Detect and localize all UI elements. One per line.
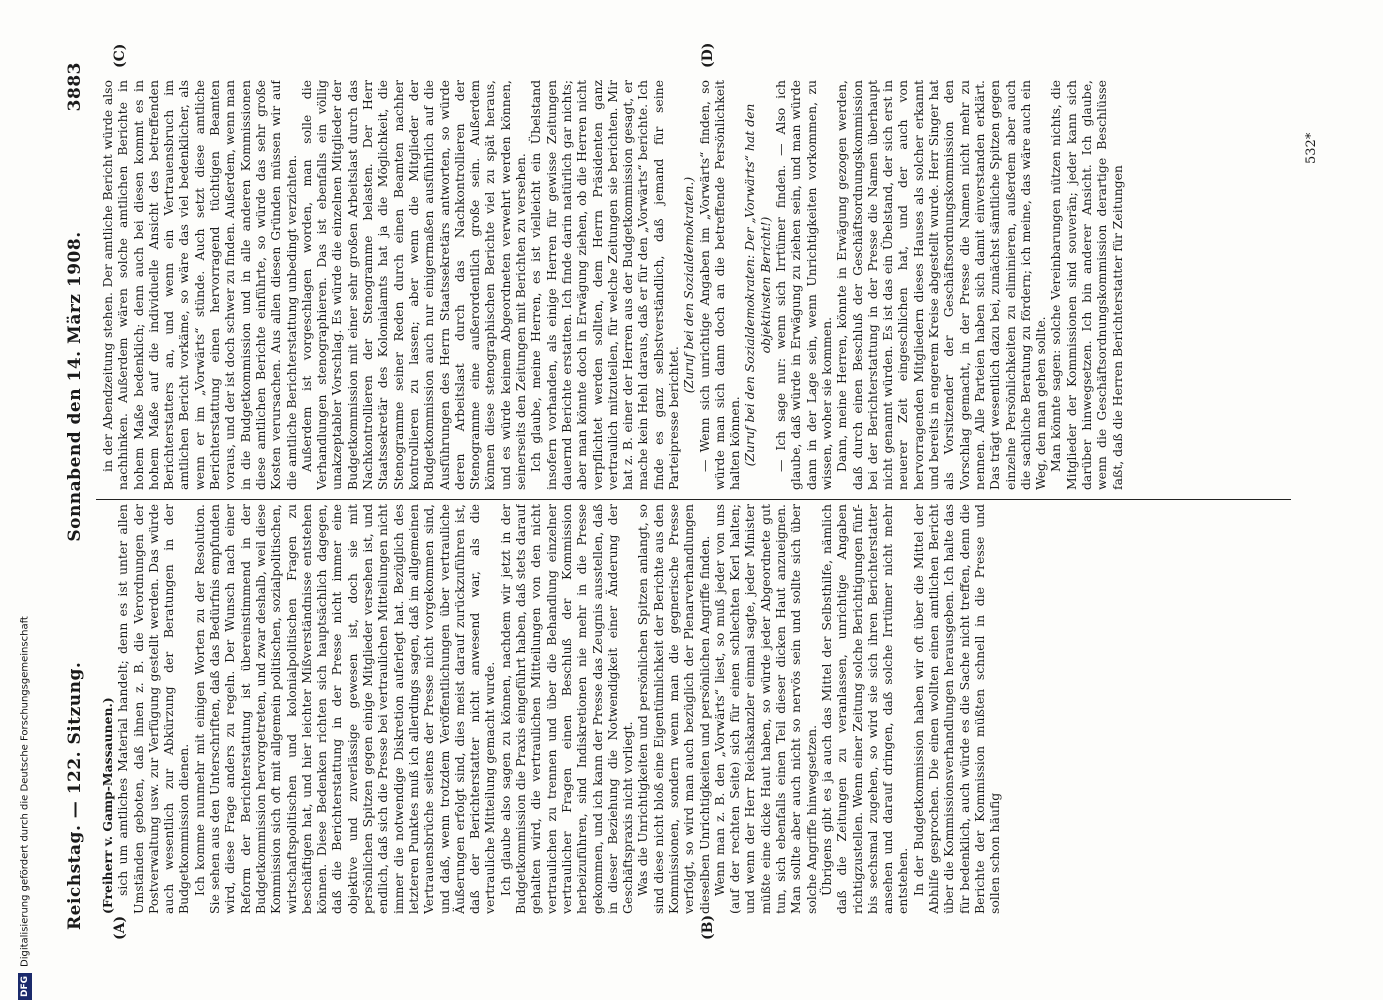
right_column-paragraph xyxy=(299,80,528,490)
right_column-paragraph xyxy=(773,80,834,490)
left_column-paragraph xyxy=(635,504,711,914)
paragraph-text: In der Budgetkommission haben wir oft über die Mittel der Abhilfe gesprochen. Die einen wollten einen amtlichen Bericht über die Kommissionsverhandlungen herausgeben. Ich halte das für bedenklich, auch würde es die Sache nicht treffen, denn die Berichte der Kommission müßten schnell in die Presse und sollen schon häufig xyxy=(910,504,1003,914)
left_column-paragraph xyxy=(819,504,911,914)
paragraph-text: (Zuruf bei den Sozialdemokraten.) xyxy=(681,176,697,394)
left_column-paragraph xyxy=(712,504,819,914)
paragraph-text: (Zuruf bei den Sozialdemokraten: Der „Vorwärts“ hat den objektivsten Bericht!) xyxy=(742,103,773,467)
right_column-paragraph xyxy=(697,80,743,490)
page-header xyxy=(58,62,92,930)
left_column-paragraph xyxy=(100,504,115,914)
margin-marker-c: (C) xyxy=(112,43,128,68)
paragraph-text: sich um amtliches Material handelt; denn es ist unter allen Umständen geboten, daß ihnen z. B. die Verordnungen der Postverwaltung usw. zur Verfügung gestellt werden. Das würde auch wesentlich zur Abkürzung der Beratungen in der Budgetkommission dienen. xyxy=(115,504,192,914)
paragraph-text: Ich glaube also sagen zu können, nachdem wir jetzt in der Budgetkommission die Praxis eingeführt haben, daß stets darauf gehalten wird, die vertraulichen Mitteilungen von den nicht vertraulichen zu trennen und über die Behandlung einzelner vertraulicher Fragen einen Beschluß der Kommission herbeizuführen, sind Indiskretionen nie mehr in die Presse gekommen, und ich kann der Presse das Zeugnis ausstellen, daß in dieser Beziehung die Notwendigkeit einer Änderung der Geschäftspraxis nicht vorliegt. xyxy=(497,504,636,914)
paragraph-text: — Wenn sich unrichtige Angaben im „Vorwärts“ finden, so würde man sich dann doch an die betreffende Persönlichkeit halten können. xyxy=(696,80,743,490)
right_column-paragraph xyxy=(742,80,773,490)
margin-marker-d: (D) xyxy=(700,42,716,68)
paragraph-text: Ich komme nunmehr mit einigen Worten zu der Resolution. Sie sehen aus den Unterschriften, daß das Bedürfnis empfunden wird, diese Frage anders zu regeln. Der Wunsch nach einer Reform der Berichterstattung ist übereinstimmend in der Budgetkommission hervorgetreten, und zwar deshalb, weil diese Kommission sich oft mit allgemein politischen, sozialpolitischen, wirtschaftspolitischen und kolonialpolitischen Fragen zu beschäftigen hat, und hier leichter Mißverständnisse entstehen können. Diese Bedenken richten sich hauptsächlich dagegen, daß die Berichterstattung in der Presse nicht immer eine objektive und zuverlässige gewesen ist, doch sie mit persönlichen Spitzen gegen einige Mitglieder versehen ist, und endlich, daß sich die Presse bei vertraulichen Mitteilungen nicht immer die notwendige Diskretion auferlegt hat. Bezüglich des letzteren Punktes muß ich allerdings sagen, daß im allgemeinen Vertrauensbrüche seitens der Presse nicht vorgekommen sind, und daß, wenn trotzdem Veröffentlichungen über vertrauliche Äußerungen erfolgt sind, dies meist darauf zurückzuführen ist, daß der Berichterstatter nicht anwesend war, als die vertrauliche Mitteilung gemacht wurde. xyxy=(191,504,498,914)
right_column-paragraph xyxy=(681,80,696,490)
margin-marker-b: (B) xyxy=(700,914,716,940)
paragraph-text: Außerdem ist vorgeschlagen worden, man solle die Verhandlungen stenographieren. Das ist ebenfalls ein völlig unakzeptabler Vorschlag. Es würde die einzelnen Mitglieder der Budgetkommission mit einer sehr großen Arbeitslast durch das Nachkontrollieren der Stenogramme belasten. Der Herr Staatssekretär des Kolonialamts hat ja die Möglichkeit, die Stenogramme seiner Reden durch einen Beamten nachher kontrollieren zu lassen; aber wenn die Mitglieder der Budgetkommission auch nur einigermaßen ausführlich auf die Ausführungen des Herrn Staatssekretärs antworten, so würde deren Arbeitslast durch das Nachkontrollieren der Stenogramme eine außerordentlich große sein. Außerdem können diese stenographischen Berichte viel zu spät heraus, und es würde keinem Abgeordneten verwehrt werden können, seinerseits den Zeitungen mit Berichten zu versehen. xyxy=(298,80,529,490)
header-left: Reichstag. — 122. Sitzung. xyxy=(65,661,85,930)
left_column-paragraph xyxy=(911,504,1003,914)
paragraph-text: Man könnte sagen: solche Vereinbarungen nützen nichts, die Mitglieder der Kommissionen sind souverän; jeder kann sich darüber hinwegsetzen. Ich bin anderer Ansicht. Ich glaube, wenn die Geschäftsordnungskommission derartige Beschlüsse faßt, daß die Herren Berichterstatter für Zeitungen xyxy=(1048,80,1125,490)
paragraph-text: Ich glaube, meine Herren, es ist vielleicht ein Übelstand insofern vorhanden, als einige Herren für gewisse Zeitungen dauernd Berichte erstatten. Ich finde darin natürlich gar nichts; aber man könnte doch in Erwägung ziehen, ob die Herren nicht verpflichtet werden sollten, dem Herrn Präsidenten ganz vertraulich mitzuteilen, für welche Zeitungen sie berichten. Mir hat z. B. einer der Herren aus der Budgetkommission gesagt, er mache kein Hehl daraus, daß er für den „Vorwärts“ berichte. Ich finde es ganz selbstverständlich, daß jemand für seine Parteipresse berichtet. xyxy=(528,80,681,490)
header-date: Sonnabend den 14. März 1908. xyxy=(65,231,85,542)
paragraph-text: Was die Unrichtigkeiten und persönlichen Spitzen anlangt, so sind diese nicht bloß eine Eigentümlichkeit der Berichte aus den Kommissionen, sondern wenn man die gegnerische Presse verfolgt, so wird man auch bezüglich der Plenarverhandlungen dieselben Unrichtigkeiten und persönlichen Angriffe finden. xyxy=(635,504,712,914)
left_column-paragraph xyxy=(192,504,498,914)
page-number: 3883 xyxy=(65,62,85,112)
paragraph-text: Übrigens gibt es ja auch das Mittel der Selbsthilfe, nämlich daß die Zeitungen zu veranlassen, unrichtige Angaben richtigzustellen. Wenn einer Zeitung solche Berichtigungen fünf- bis sechsmal zugehen, so wird sie sich ihren Berichterstatter ansehen und darauf dringen, daß solche Irrtümer nicht mehr entstehen. xyxy=(818,504,911,914)
left_column-paragraph xyxy=(115,504,191,914)
left-column xyxy=(100,504,1290,914)
left_column-paragraph xyxy=(498,504,636,914)
signature-mark: 532* xyxy=(1304,132,1319,164)
right_column-paragraph xyxy=(100,80,299,490)
column-divider xyxy=(96,499,1291,500)
margin-marker-a: (A) xyxy=(112,915,128,940)
paragraph-text: Wenn man z. B. den „Vorwärts“ liest, so muß jeder von uns (auf der rechten Seite) sich für einen schlechten Kerl halten; und wenn der Herr Reichskanzler einmal sagte, jeder Minister müßte eine dicke Haut haben, so würde jeder Abgeordnete gut tun, sich ebenfalls einen Teil dieser dicken Haut anzueignen. Man sollte aber auch nicht so nervös sein und sollte sich über solche Angriffe hinwegsetzen. xyxy=(711,504,819,914)
paragraph-text: — Ich sage nur: wenn sich Irrtümer finden. — Also ich glaube, daß würde in Erwägung zu ziehen sein, und man würde dann in der Lage sein, wenn Unrichtigkeiten vorkommen, zu wissen, woher sie kommen. xyxy=(773,80,834,490)
paragraph-text: Dann, meine Herren, könnte in Erwägung gezogen werden, daß durch einen Beschluß der Geschäftsordnungskommission bei der Berichterstattung in der Presse die Namen überhaupt nicht genannt würden. Es ist das ein Übelstand, der sich erst in neuerer Zeit eingeschlichen hat, und der auch von hervorragenden Mitgliedern dieses Hauses als solcher erkannt und bereits in engerem Kreise abgestellt wurde. Herr Singer hat als Vorsitzender der Geschäftsordnungskommission den Vorschlag gemacht, in der Presse die Namen nicht mehr zu nennen. Alle Parteien haben sich damit einverstanden erklärt. Das trägt wesentlich dazu bei, zunächst sämtliche Spitzen gegen einzelne Persönlichkeiten zu eliminieren, außerdem aber auch die sachliche Beratung zu fördern; ich meine, das wäre auch ein Weg, den man gehen sollte. xyxy=(834,80,1049,490)
paragraph-text: in der Abendzeitung stehen. Der amtliche Bericht würde also nachhinken. Außerdem wären solche amtlichen Berichte in hohem Maße bedenklich; denn auch bei diesen kommt es in hohem Maße auf die individuelle Ansicht des betreffenden Berichterstatters an, und wenn ein Vertrauensbruch im amtlichen Bericht vorkäme, so wäre das viel bedenklicher, als wenn er im „Vorwärts“ stünde. Auch setzt diese amtliche Berichterstattung einen hervorragend tüchtigen Beamten voraus, und der ist doch schwer zu finden. Außerdem, wenn man in die Budgetkommission und in alle anderen Kommissionen diese amtlichen Berichte einführte, so würde das sehr große Kosten verursachen. Aus allen diesen Gründen müssen wir auf die amtliche Berichterstattung unbedingt verzichten. xyxy=(100,80,299,490)
right-column xyxy=(100,80,1290,490)
right_column-paragraph xyxy=(528,80,681,490)
right_column-paragraph xyxy=(1048,80,1124,490)
digitization-text: Digitalisierung gefördert durch die Deutsche Forschungsgemeinschaft xyxy=(19,616,31,967)
dfg-logo: DFG xyxy=(18,973,32,1000)
right_column-paragraph xyxy=(834,80,1048,490)
digitization-note xyxy=(10,0,40,1000)
speaker-name: (Freiherr v. Gamp-Massaunen.) xyxy=(100,697,115,914)
